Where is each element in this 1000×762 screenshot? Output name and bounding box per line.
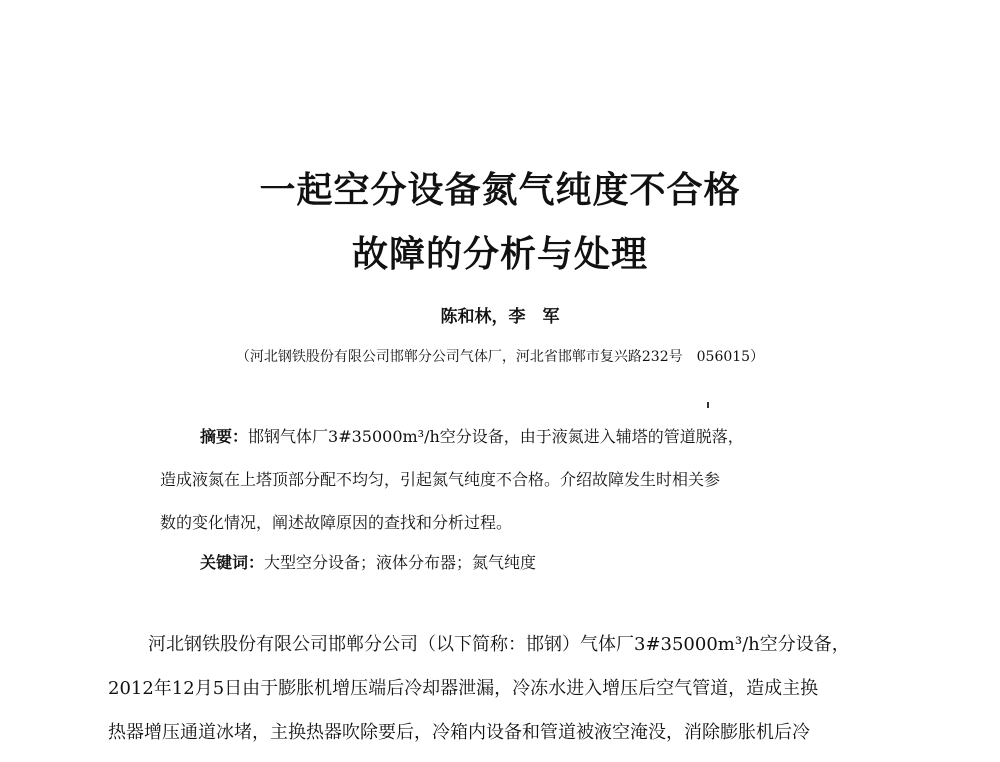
keywords xyxy=(200,550,536,573)
paper-title-line-2: 故障的分析与处理 xyxy=(351,234,648,275)
keywords-label: 关键词： xyxy=(200,553,265,572)
body-line: 河北钢铁股份有限公司邯郸分公司（以下简称：邯钢）气体厂3#35000m³/h空分设备， xyxy=(148,634,850,655)
paper-title-line-1: 一起空分设备氮气纯度不合格 xyxy=(259,170,741,211)
keywords-text: 大型空分设备；液体分布器；氮气纯度 xyxy=(264,553,537,572)
scan-speck xyxy=(707,402,709,408)
body-line: 热器增压通道冰堵，主换热器吹除要后，冷箱内设备和管道被液空淹没，消除膨胀机后冷 xyxy=(108,722,810,743)
abstract-line: 造成液氮在上塔顶部分配不均匀，引起氮气纯度不合格。介绍故障发生时相关参 xyxy=(160,470,721,489)
body-line: 2012年12月5日由于膨胀机增压端后冷却器泄漏，冷冻水进入增压后空气管道，造成主换 xyxy=(108,678,819,699)
authors: 陈和林，李 军 xyxy=(440,307,560,327)
abstract xyxy=(160,423,860,552)
abstract-line: 数的变化情况，阐述故障原因的查找和分析过程。 xyxy=(160,513,513,532)
body-text xyxy=(108,630,918,762)
abstract-line xyxy=(160,423,860,466)
abstract-text: 邯钢气体厂3#35000m³/h空分设备，由于液氮进入辅塔的管道脱落， xyxy=(248,427,744,446)
abstract-label: 摘要： xyxy=(200,427,249,446)
affiliation: （河北钢铁股份有限公司邯郸分公司气体厂，河北省邯郸市复兴路232号 056015） xyxy=(235,349,765,365)
